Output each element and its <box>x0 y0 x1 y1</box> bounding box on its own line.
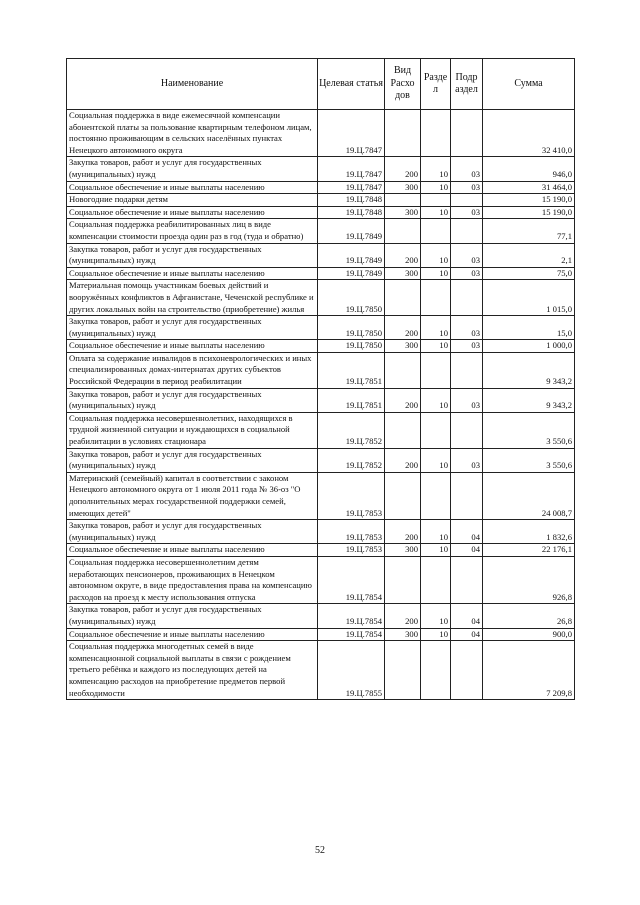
cell-sum: 22 176,1 <box>483 544 575 557</box>
cell-target: 19.Ц.7854 <box>318 628 385 641</box>
cell-target: 19.Ц.7849 <box>318 243 385 267</box>
cell-name: Социальное обеспечение и иные выплаты населению <box>67 181 318 194</box>
cell-name: Социальная поддержка в виде ежемесячной компенсации абонентской платы за пользование квартирным телефоном лицам, постоянно проживающим в сельских населённых пунктах Ненецкого автономного округа <box>67 110 318 157</box>
cell-sum: 1 000,0 <box>483 340 575 353</box>
cell-sum: 1 832,6 <box>483 520 575 544</box>
cell-type <box>385 641 421 700</box>
cell-target: 19.Ц.7850 <box>318 280 385 316</box>
cell-target: 19.Ц.7854 <box>318 556 385 603</box>
cell-section: 10 <box>421 267 451 280</box>
cell-sum: 26,8 <box>483 604 575 628</box>
cell-sum: 9 343,2 <box>483 352 575 388</box>
cell-name: Социальное обеспечение и иные выплаты населению <box>67 544 318 557</box>
cell-section: 10 <box>421 316 451 340</box>
cell-section: 10 <box>421 181 451 194</box>
cell-section <box>421 412 451 448</box>
cell-sum: 900,0 <box>483 628 575 641</box>
cell-type: 200 <box>385 604 421 628</box>
cell-type <box>385 472 421 519</box>
table-row <box>67 448 575 472</box>
cell-name: Закупка товаров, работ и услуг для государственных (муниципальных) нужд <box>67 520 318 544</box>
cell-section <box>421 556 451 603</box>
cell-section: 10 <box>421 520 451 544</box>
cell-name: Закупка товаров, работ и услуг для государственных (муниципальных) нужд <box>67 448 318 472</box>
cell-subsection: 03 <box>451 448 483 472</box>
cell-target: 19.Ц.7849 <box>318 219 385 243</box>
cell-section: 10 <box>421 388 451 412</box>
cell-target: 19.Ц.7852 <box>318 448 385 472</box>
cell-sum: 9 343,2 <box>483 388 575 412</box>
table-row <box>67 157 575 181</box>
cell-name: Материнский (семейный) капитал в соответствии с законом Ненецкого автономного округа от 1 июля 2011 года № 36-оз "О дополнительных мерах государственной поддержки семей, имеющих детей" <box>67 472 318 519</box>
cell-section: 10 <box>421 340 451 353</box>
cell-section <box>421 352 451 388</box>
cell-subsection <box>451 412 483 448</box>
cell-type: 300 <box>385 340 421 353</box>
cell-subsection: 03 <box>451 181 483 194</box>
table-row <box>67 110 575 157</box>
table-row <box>67 520 575 544</box>
header-target: Целевая статья <box>318 59 385 110</box>
budget-table <box>66 58 575 700</box>
cell-sum: 24 008,7 <box>483 472 575 519</box>
cell-target: 19.Ц.7850 <box>318 340 385 353</box>
cell-subsection <box>451 641 483 700</box>
cell-target: 19.Ц.7847 <box>318 157 385 181</box>
table-row <box>67 340 575 353</box>
cell-section <box>421 110 451 157</box>
cell-name: Новогодние подарки детям <box>67 194 318 207</box>
page-number: 52 <box>315 845 325 856</box>
cell-type <box>385 556 421 603</box>
cell-target: 19.Ц.7851 <box>318 388 385 412</box>
cell-subsection <box>451 472 483 519</box>
cell-name: Социальная поддержка несовершеннолетних, находящихся в трудной жизненной ситуации и нуждающихся в социальной реабилитации в условиях стационара <box>67 412 318 448</box>
cell-target: 19.Ц.7853 <box>318 520 385 544</box>
cell-type: 200 <box>385 388 421 412</box>
cell-target: 19.Ц.7847 <box>318 110 385 157</box>
cell-section <box>421 472 451 519</box>
header-section: Разде л <box>421 59 451 110</box>
cell-section: 10 <box>421 628 451 641</box>
cell-sum: 946,0 <box>483 157 575 181</box>
cell-section: 10 <box>421 157 451 181</box>
cell-name: Социальная поддержка многодетных семей в виде компенсационной социальной выплаты в связи с рождением третьего ребёнка и каждого из последующих детей на компенсацию расходов на приобретение предметов первой необходимости <box>67 641 318 700</box>
cell-subsection <box>451 194 483 207</box>
table-row <box>67 267 575 280</box>
header-subsection: Подр аздел <box>451 59 483 110</box>
table-row <box>67 280 575 316</box>
table-row <box>67 641 575 700</box>
cell-target: 19.Ц.7850 <box>318 316 385 340</box>
cell-sum: 77,1 <box>483 219 575 243</box>
cell-section: 10 <box>421 544 451 557</box>
cell-subsection <box>451 219 483 243</box>
cell-type: 300 <box>385 267 421 280</box>
cell-name: Социальная поддержка реабилитированных лиц в виде компенсации стоимости проезда один раз в год (туда и обратно) <box>67 219 318 243</box>
cell-name: Социальное обеспечение и иные выплаты населению <box>67 206 318 219</box>
cell-type: 200 <box>385 243 421 267</box>
cell-subsection: 03 <box>451 206 483 219</box>
cell-target: 19.Ц.7848 <box>318 194 385 207</box>
cell-target: 19.Ц.7853 <box>318 544 385 557</box>
cell-subsection: 04 <box>451 544 483 557</box>
cell-name: Закупка товаров, работ и услуг для государственных (муниципальных) нужд <box>67 243 318 267</box>
cell-sum: 2,1 <box>483 243 575 267</box>
cell-target: 19.Ц.7851 <box>318 352 385 388</box>
cell-type: 300 <box>385 181 421 194</box>
table-row <box>67 628 575 641</box>
cell-target: 19.Ц.7848 <box>318 206 385 219</box>
cell-subsection: 04 <box>451 604 483 628</box>
cell-sum: 1 015,0 <box>483 280 575 316</box>
cell-type: 200 <box>385 157 421 181</box>
table-row <box>67 316 575 340</box>
cell-type: 300 <box>385 206 421 219</box>
cell-subsection: 03 <box>451 316 483 340</box>
cell-section: 10 <box>421 448 451 472</box>
cell-target: 19.Ц.7849 <box>318 267 385 280</box>
cell-subsection: 03 <box>451 388 483 412</box>
header-name: Наименование <box>67 59 318 110</box>
cell-name: Социальная поддержка несовершеннолетним детям неработающих пенсионеров, проживающих в Ненецком автономном округе, в виде предоставления права на компенсацию расходов на проезд к месту использования отпуска <box>67 556 318 603</box>
cell-type <box>385 219 421 243</box>
cell-sum: 7 209,8 <box>483 641 575 700</box>
cell-sum: 32 410,0 <box>483 110 575 157</box>
header-sum: Сумма <box>483 59 575 110</box>
cell-subsection: 04 <box>451 628 483 641</box>
table-header-row <box>67 59 575 110</box>
cell-section <box>421 194 451 207</box>
cell-name: Закупка товаров, работ и услуг для государственных (муниципальных) нужд <box>67 388 318 412</box>
table-row <box>67 206 575 219</box>
cell-type: 300 <box>385 628 421 641</box>
cell-subsection: 04 <box>451 520 483 544</box>
cell-type <box>385 194 421 207</box>
cell-type: 200 <box>385 316 421 340</box>
table-row <box>67 243 575 267</box>
cell-name: Закупка товаров, работ и услуг для государственных (муниципальных) нужд <box>67 604 318 628</box>
table-row <box>67 194 575 207</box>
cell-subsection <box>451 556 483 603</box>
cell-sum: 3 550,6 <box>483 412 575 448</box>
cell-subsection: 03 <box>451 243 483 267</box>
cell-section <box>421 641 451 700</box>
cell-subsection: 03 <box>451 340 483 353</box>
cell-type: 200 <box>385 448 421 472</box>
cell-subsection <box>451 280 483 316</box>
cell-type <box>385 280 421 316</box>
cell-section: 10 <box>421 243 451 267</box>
cell-subsection: 03 <box>451 267 483 280</box>
cell-sum: 75,0 <box>483 267 575 280</box>
table-row <box>67 544 575 557</box>
header-type: Вид Расхо дов <box>385 59 421 110</box>
cell-name: Материальная помощь участникам боевых действий и вооружённых конфликтов в Афганистане, Чеченской республике и других локальных войн на строительство (приобретение) жилья <box>67 280 318 316</box>
cell-section <box>421 219 451 243</box>
table-row <box>67 472 575 519</box>
cell-section: 10 <box>421 604 451 628</box>
cell-name: Социальное обеспечение и иные выплаты населению <box>67 340 318 353</box>
cell-sum: 3 550,6 <box>483 448 575 472</box>
table-row <box>67 556 575 603</box>
cell-subsection <box>451 110 483 157</box>
cell-name: Закупка товаров, работ и услуг для государственных (муниципальных) нужд <box>67 316 318 340</box>
cell-subsection: 03 <box>451 157 483 181</box>
cell-target: 19.Ц.7854 <box>318 604 385 628</box>
cell-target: 19.Ц.7847 <box>318 181 385 194</box>
cell-sum: 15,0 <box>483 316 575 340</box>
table-row <box>67 412 575 448</box>
cell-section <box>421 280 451 316</box>
cell-type: 300 <box>385 544 421 557</box>
cell-name: Социальное обеспечение и иные выплаты населению <box>67 628 318 641</box>
table-row <box>67 604 575 628</box>
cell-name: Закупка товаров, работ и услуг для государственных (муниципальных) нужд <box>67 157 318 181</box>
table-row <box>67 181 575 194</box>
cell-sum: 15 190,0 <box>483 206 575 219</box>
table-body <box>67 110 575 700</box>
table-row <box>67 219 575 243</box>
cell-type <box>385 352 421 388</box>
cell-target: 19.Ц.7852 <box>318 412 385 448</box>
cell-sum: 926,8 <box>483 556 575 603</box>
cell-name: Социальное обеспечение и иные выплаты населению <box>67 267 318 280</box>
cell-type <box>385 110 421 157</box>
cell-sum: 31 464,0 <box>483 181 575 194</box>
cell-section: 10 <box>421 206 451 219</box>
cell-target: 19.Ц.7853 <box>318 472 385 519</box>
table-row <box>67 388 575 412</box>
table-row <box>67 352 575 388</box>
cell-name: Оплата за содержание инвалидов в психоневрологических и иных специализированных домах-интернатах других субъектов Российской Федерации в период реабилитации <box>67 352 318 388</box>
cell-subsection <box>451 352 483 388</box>
cell-target: 19.Ц.7855 <box>318 641 385 700</box>
cell-sum: 15 190,0 <box>483 194 575 207</box>
cell-type: 200 <box>385 520 421 544</box>
cell-type <box>385 412 421 448</box>
